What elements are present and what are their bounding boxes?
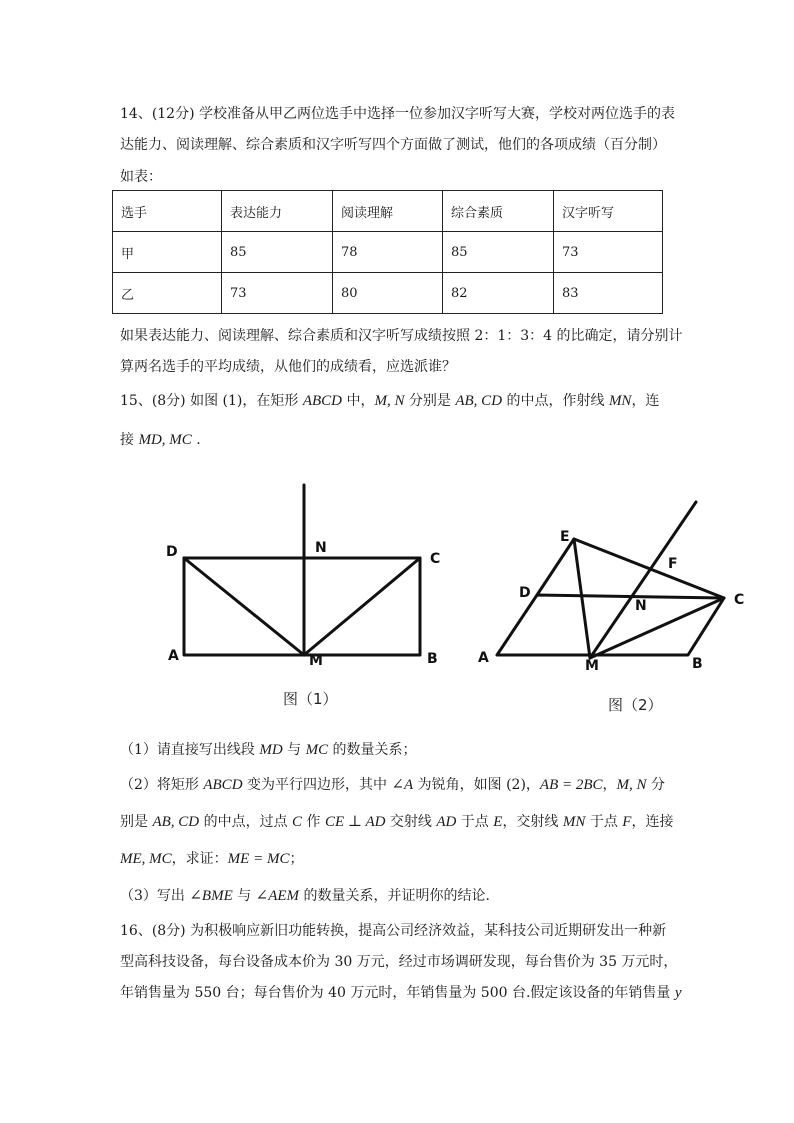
q15-part-3 bbox=[120, 885, 490, 905]
q15-line-1 bbox=[120, 390, 659, 410]
figure-1-rectangle bbox=[150, 478, 460, 718]
math-ad: AD bbox=[436, 814, 457, 830]
math-mn: MN bbox=[562, 814, 586, 830]
table-cell: 78 bbox=[333, 232, 443, 273]
q15-text: 分 bbox=[646, 777, 665, 793]
q15-text: 中， bbox=[342, 393, 375, 409]
q15-text: 的中点，过点 bbox=[199, 814, 293, 830]
q14-line-3: 如表： bbox=[120, 169, 162, 185]
q15-text: 别是 bbox=[120, 814, 153, 830]
q15-text: 与 bbox=[232, 888, 256, 904]
math-angle-a: ∠A bbox=[391, 777, 414, 793]
q15-text: ，交射线 bbox=[502, 814, 563, 830]
label-d: D bbox=[166, 544, 178, 560]
table-cell: 80 bbox=[333, 273, 443, 314]
label-b: B bbox=[427, 651, 438, 667]
q16-line-1: 16、(8分) 为积极响应新旧功能转换，提高公司经济效益，某科技公司近期研发出一种新 bbox=[120, 923, 667, 939]
math-angle-aem: ∠AEM bbox=[255, 888, 300, 904]
q15-text: ， bbox=[602, 777, 617, 793]
label-b: B bbox=[692, 656, 703, 672]
q16-text: 年销售量为 550 台；每台售价为 40 万元时，年销售量为 500 台.假定该设备的年销售量 bbox=[120, 985, 675, 1001]
label-a: A bbox=[168, 648, 179, 664]
table-cell: 甲 bbox=[113, 232, 222, 273]
q15-text: ； bbox=[289, 851, 304, 867]
math-mn: M, N bbox=[616, 777, 647, 793]
q15-part-2-proof bbox=[120, 848, 303, 868]
table-header-cell: 阅读理解 bbox=[333, 191, 443, 232]
table-header-cell: 汉字听写 bbox=[554, 191, 663, 232]
rectangle-abcd bbox=[184, 558, 420, 655]
figure-1-caption: 图（1） bbox=[283, 690, 338, 708]
math-ce-perp-ad: CE ⊥ AD bbox=[324, 814, 386, 830]
label-m: M bbox=[309, 653, 323, 669]
math-ab-cd: AB, CD bbox=[455, 393, 503, 409]
table-cell: 82 bbox=[443, 273, 554, 314]
q15-text: . bbox=[191, 432, 201, 448]
table-cell: 73 bbox=[222, 273, 333, 314]
label-f: F bbox=[668, 556, 678, 572]
table-cell: 85 bbox=[222, 232, 333, 273]
math-me-mc: ME, MC bbox=[120, 851, 172, 867]
q15-text: 接 bbox=[120, 432, 139, 448]
score-table bbox=[112, 190, 663, 314]
q15-part-2 bbox=[120, 774, 665, 794]
q14-line-2: 达能力、阅读理解、综合素质和汉字听写四个方面做了测试，他们的各项成绩（百分制） bbox=[120, 137, 666, 153]
math-abcd: ABCD bbox=[302, 393, 342, 409]
label-e: E bbox=[560, 529, 570, 545]
table-header-row bbox=[113, 191, 663, 232]
label-a: A bbox=[478, 650, 489, 666]
q15-text: （3）写出 bbox=[120, 888, 190, 904]
q15-text: 于点 bbox=[585, 814, 623, 830]
math-abcd: ABCD bbox=[203, 777, 243, 793]
math-md: MD bbox=[259, 742, 283, 758]
segment-md bbox=[184, 558, 304, 655]
q15-text: （2）将矩形 bbox=[120, 777, 204, 793]
math-e: E bbox=[493, 814, 503, 830]
math-ab-cd: AB, CD bbox=[152, 814, 200, 830]
table-cell: 83 bbox=[554, 273, 663, 314]
table-cell: 85 bbox=[443, 232, 554, 273]
q15-text: 作 bbox=[302, 814, 325, 830]
q15-text: 变为平行四边形，其中 bbox=[242, 777, 392, 793]
q14-line-1: 14、(12分) 学校准备从甲乙两位选手中选择一位参加汉字听写大赛，学校对两位选手的表 bbox=[120, 106, 676, 122]
math-angle-bme: ∠BME bbox=[189, 888, 233, 904]
ray-ad-extension bbox=[537, 539, 574, 595]
q16-line-3 bbox=[120, 982, 682, 1002]
table-cell: 乙 bbox=[113, 273, 222, 314]
q15-part-2-cont bbox=[120, 811, 673, 831]
table-header-cell: 表达能力 bbox=[222, 191, 333, 232]
math-f: F bbox=[622, 814, 632, 830]
figure-2-caption: 图（2） bbox=[608, 696, 663, 714]
segment-mc bbox=[304, 558, 420, 655]
q15-text: 的数量关系，并证明你的结论. bbox=[299, 888, 490, 904]
q15-text: ，求证： bbox=[171, 851, 228, 867]
table-row bbox=[113, 273, 663, 314]
q15-text: （1）请直接写出线段 bbox=[120, 742, 260, 758]
parallelogram-abcd bbox=[497, 595, 724, 655]
q15-part-1 bbox=[120, 739, 417, 759]
label-m: M bbox=[585, 658, 599, 674]
q14-after-2: 算两名选手的平均成绩，从他们的成绩看，应选派谁？ bbox=[120, 359, 456, 375]
math-ray-mn: MN bbox=[608, 393, 632, 409]
q15-text: 的数量关系； bbox=[328, 742, 417, 758]
label-d: D bbox=[519, 585, 531, 601]
table-header-cell: 综合素质 bbox=[443, 191, 554, 232]
math-me-eq-mc: ME = MC bbox=[227, 851, 290, 867]
math-c: C bbox=[292, 814, 303, 830]
math-mn: M, N bbox=[374, 393, 405, 409]
q15-text: 为锐角，如图 (2)， bbox=[413, 777, 540, 793]
q15-text: ，连接 bbox=[631, 814, 674, 830]
q15-line-2 bbox=[120, 429, 201, 449]
table-cell: 73 bbox=[554, 232, 663, 273]
q15-text: 15、(8分) 如图 (1)，在矩形 bbox=[120, 393, 303, 409]
q15-text: 分别是 bbox=[404, 393, 456, 409]
math-md-mc: MD, MC bbox=[138, 432, 192, 448]
label-n: N bbox=[635, 598, 647, 614]
segment-ec bbox=[574, 539, 724, 598]
q15-text: 与 bbox=[282, 742, 306, 758]
q15-text: 交射线 bbox=[385, 814, 437, 830]
table-header-cell: 选手 bbox=[113, 191, 222, 232]
figure-2-parallelogram bbox=[470, 495, 760, 725]
math-ab-2bc: AB = 2BC bbox=[539, 777, 603, 793]
segment-me bbox=[574, 539, 590, 658]
math-mc: MC bbox=[305, 742, 329, 758]
label-c: C bbox=[430, 551, 441, 567]
label-c: C bbox=[734, 592, 745, 608]
table-row bbox=[113, 232, 663, 273]
label-n: N bbox=[315, 540, 327, 556]
math-y: y bbox=[674, 985, 682, 1001]
q15-text: 的中点，作射线 bbox=[502, 393, 609, 409]
q15-text: ，连 bbox=[631, 393, 660, 409]
q16-line-2: 型高科技设备，每台设备成本价为 30 万元，经过市场调研发现，每台售价为 35 万元时， bbox=[120, 954, 678, 970]
q14-after-1: 如果表达能力、阅读理解、综合素质和汉字听写成绩按照 2：1：3：4 的比确定，请分别计 bbox=[120, 328, 683, 344]
q15-text: 于点 bbox=[456, 814, 494, 830]
